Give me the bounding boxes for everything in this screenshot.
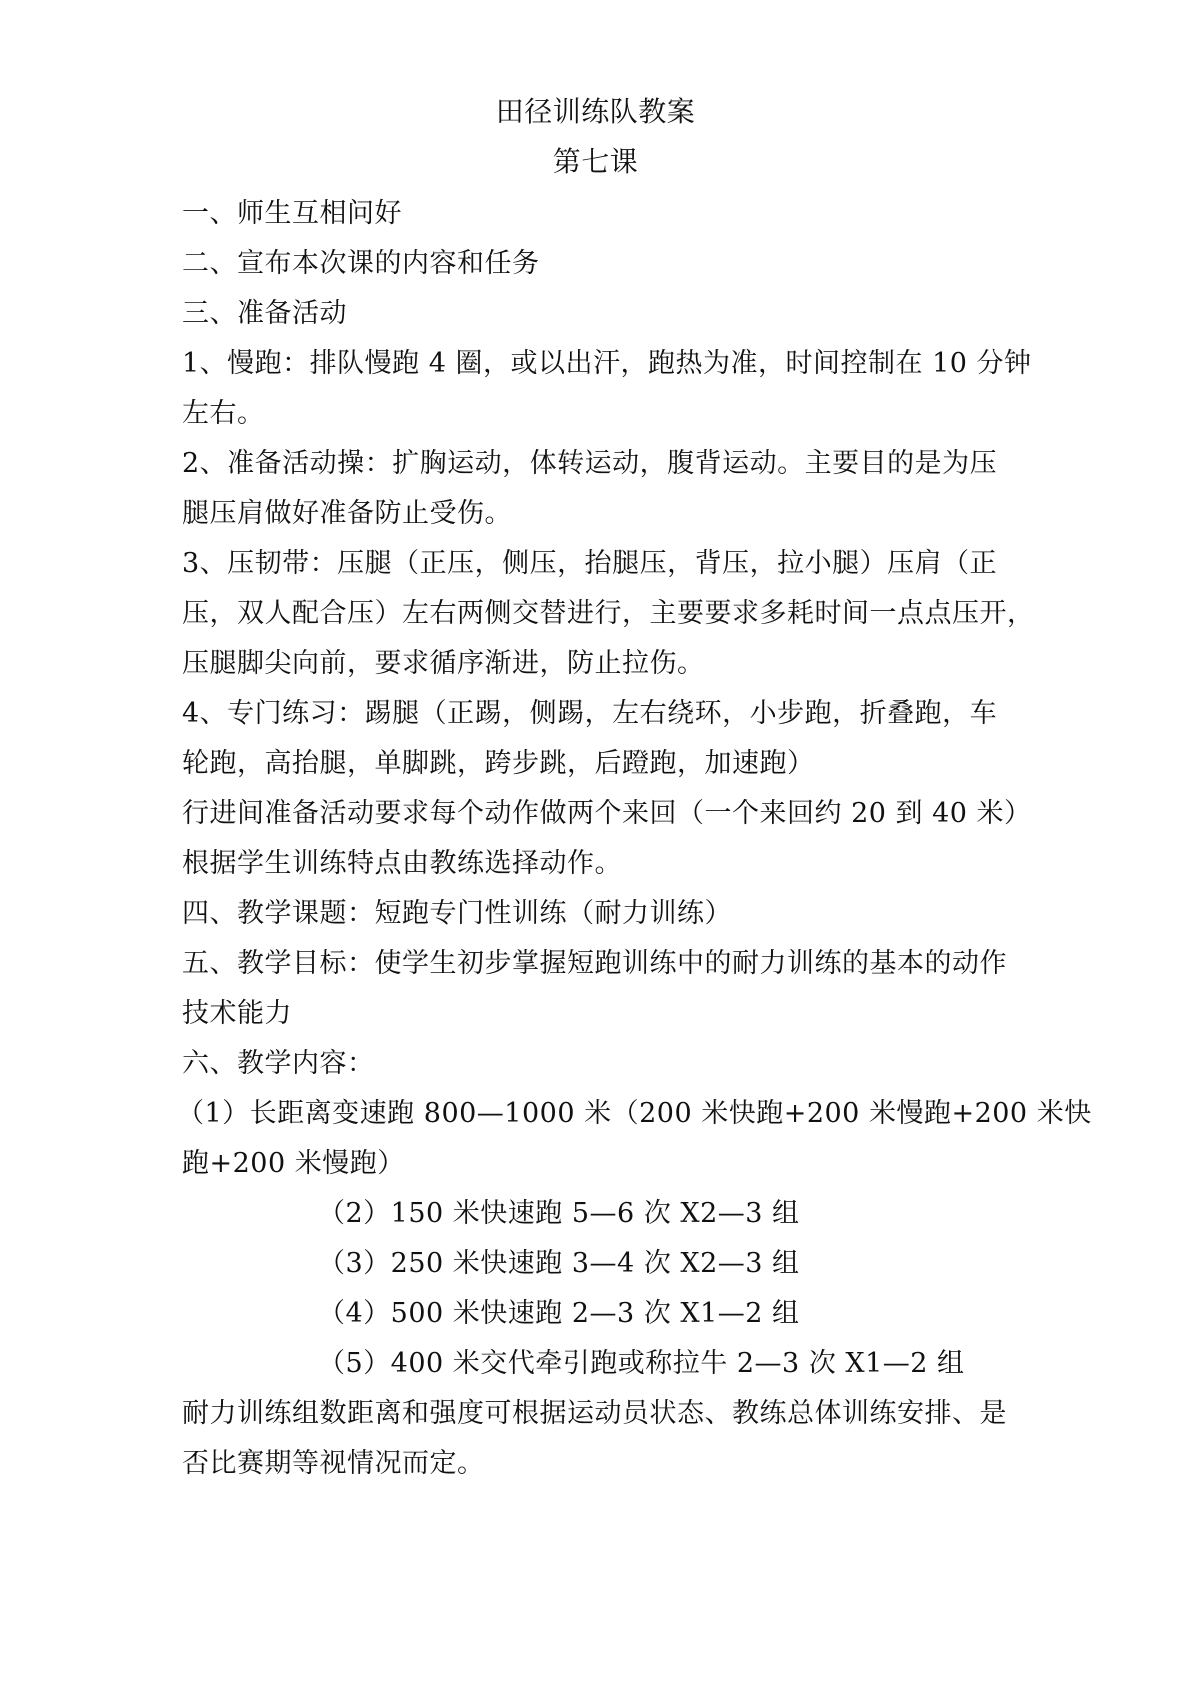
section-greeting: 一、师生互相问好 [182, 198, 402, 229]
warmup-item-1-line-2: 左右。 [182, 398, 265, 429]
section-warmup: 三、准备活动 [182, 298, 347, 329]
closing-note-line-2: 否比赛期等视情况而定。 [182, 1448, 485, 1479]
warmup-item-3-line-1: 3、压韧带：压腿（正压，侧压，抬腿压，背压，拉小腿）压肩（正 [182, 548, 998, 579]
warmup-item-4-line-2: 轮跑，高抬腿，单脚跳，跨步跳，后蹬跑，加速跑） [182, 748, 815, 779]
warmup-item-3-line-3: 压腿脚尖向前，要求循序渐进，防止拉伤。 [182, 648, 705, 679]
lesson-number: 第七课 [552, 145, 639, 178]
content-item-4: （4）500 米快速跑 2—3 次 X1—2 组 [318, 1298, 800, 1329]
section-content: 六、教学内容： [182, 1048, 375, 1079]
section-announce: 二、宣布本次课的内容和任务 [182, 248, 540, 279]
document-title: 田径训练队教案 [495, 95, 696, 128]
content-item-1-line-2: 跑+200 米慢跑） [182, 1148, 405, 1179]
warmup-item-4-line-1: 4、专门练习：踢腿（正踢，侧踢，左右绕环，小步跑，折叠跑，车 [182, 698, 998, 729]
content-item-1-line-1: （1）长距离变速跑 800—1000 米（200 米快跑+200 米慢跑+200 米快 [177, 1098, 1092, 1129]
content-item-3: （3）250 米快速跑 3—4 次 X2—3 组 [318, 1248, 800, 1279]
section-topic: 四、教学课题：短跑专门性训练（耐力训练） [182, 898, 732, 929]
content-item-2: （2）150 米快速跑 5—6 次 X2—3 组 [318, 1198, 800, 1229]
warmup-note-line-1: 行进间准备活动要求每个动作做两个来回（一个来回约 20 到 40 米） [182, 798, 1032, 829]
warmup-note-line-2: 根据学生训练特点由教练选择动作。 [182, 848, 622, 879]
warmup-item-3-line-2: 压，双人配合压）左右两侧交替进行，主要要求多耗时间一点点压开， [182, 598, 1035, 629]
closing-note-line-1: 耐力训练组数距离和强度可根据运动员状态、教练总体训练安排、是 [182, 1398, 1007, 1429]
content-item-5: （5）400 米交代牵引跑或称拉牛 2—3 次 X1—2 组 [318, 1348, 965, 1379]
section-goal-line-1: 五、教学目标：使学生初步掌握短跑训练中的耐力训练的基本的动作 [182, 948, 1007, 979]
warmup-item-1-line-1: 1、慢跑：排队慢跑 4 圈，或以出汗，跑热为准，时间控制在 10 分钟 [182, 348, 1032, 379]
warmup-item-2-line-2: 腿压肩做好准备防止受伤。 [182, 498, 512, 529]
warmup-item-2-line-1: 2、准备活动操：扩胸运动，体转运动，腹背运动。主要目的是为压 [182, 448, 998, 479]
section-goal-line-2: 技术能力 [182, 998, 292, 1029]
